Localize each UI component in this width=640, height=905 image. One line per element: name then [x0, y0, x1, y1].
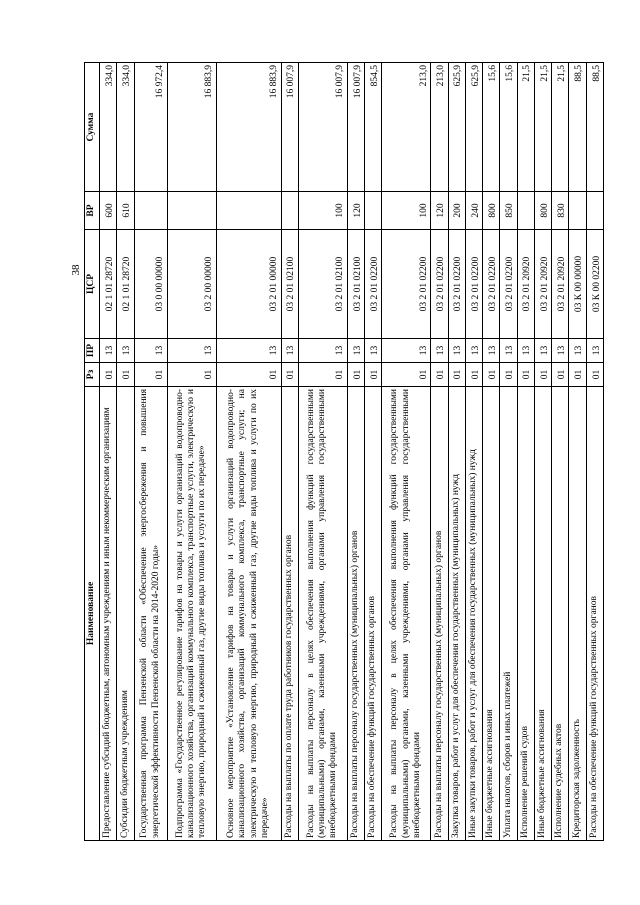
- cell-name: Уплата налогов, сборов и иных платежей: [500, 387, 517, 841]
- cell-pr: 13: [281, 339, 298, 363]
- table-row: [167, 63, 216, 841]
- header-csr: ЦСР: [85, 230, 100, 339]
- cell-rz: 01: [100, 363, 117, 387]
- cell-csr: 03 2 00 00000: [167, 230, 216, 339]
- cell-vr: [167, 192, 216, 230]
- cell-pr: 13: [298, 339, 347, 363]
- cell-rz: 01: [365, 363, 382, 387]
- cell-name: Основное мероприятие «Установление тарифов на товары и услуги организаций водопроводно-канализационного хозяйства, организаций коммунального комплекса, транспортные услуги; на электрическую и тепловую энергию, природный и сжиженный газ, другие виды топлива и услуги по их передаче»: [216, 387, 281, 841]
- table-row: [465, 63, 482, 841]
- cell-pr: 13: [448, 339, 465, 363]
- cell-pr: 13: [500, 339, 517, 363]
- cell-rz: 01: [448, 363, 465, 387]
- cell-sum: 213,0: [431, 63, 448, 192]
- cell-rz: 01: [569, 363, 586, 387]
- cell-pr: 13: [586, 339, 604, 363]
- cell-rz: 01: [298, 363, 347, 387]
- header-rz: Рз: [85, 363, 100, 387]
- cell-sum: 88,5: [569, 63, 586, 192]
- table-row: [517, 63, 534, 841]
- cell-csr: 03 2 01 00000: [216, 230, 281, 339]
- cell-csr: 03 2 01 02200: [465, 230, 482, 339]
- cell-pr: 13: [534, 339, 551, 363]
- cell-csr: 02 1 01 28720: [100, 230, 117, 339]
- cell-csr: 03 2 01 20920: [517, 230, 534, 339]
- cell-name: Кредиторская задолженность: [569, 387, 586, 841]
- table-row: [347, 63, 364, 841]
- cell-rz: 01: [117, 363, 134, 387]
- cell-vr: [569, 192, 586, 230]
- cell-vr: 850: [500, 192, 517, 230]
- table-row: [365, 63, 382, 841]
- cell-csr: 03 К 00 02200: [586, 230, 604, 339]
- cell-csr: 03 2 01 02100: [281, 230, 298, 339]
- cell-pr: 13: [117, 339, 134, 363]
- cell-sum: 213,0: [382, 63, 431, 192]
- cell-name: Закупка товаров, работ и услуг для обеспечения государственных (муниципальных) нужд: [448, 387, 465, 841]
- cell-vr: 610: [117, 192, 134, 230]
- cell-rz: 01: [500, 363, 517, 387]
- cell-sum: 625,9: [465, 63, 482, 192]
- cell-csr: 03 2 01 02100: [298, 230, 347, 339]
- table-row: [448, 63, 465, 841]
- table-row: [100, 63, 117, 841]
- cell-sum: 625,9: [448, 63, 465, 192]
- cell-vr: [365, 192, 382, 230]
- header-pr: ПР: [85, 339, 100, 363]
- cell-sum: 88,5: [586, 63, 604, 192]
- table-row: [281, 63, 298, 841]
- cell-sum: 16 007,9: [298, 63, 347, 192]
- cell-vr: 600: [100, 192, 117, 230]
- cell-rz: 01: [483, 363, 500, 387]
- cell-name: Государственная программа Пензенской области «Обеспечение энергосбережения и повышения энергетической эффективности Пензенской области на 2014-2020 годы»: [134, 387, 167, 841]
- table-body: [100, 63, 604, 841]
- table-row: [586, 63, 604, 841]
- cell-rz: 01: [347, 363, 364, 387]
- table-row: [552, 63, 569, 841]
- table-row: [483, 63, 500, 841]
- cell-vr: [134, 192, 167, 230]
- cell-sum: 21,5: [552, 63, 569, 192]
- cell-rz: 01: [465, 363, 482, 387]
- cell-csr: 03 К 00 00000: [569, 230, 586, 339]
- cell-csr: 03 2 01 02200: [365, 230, 382, 339]
- cell-vr: 830: [552, 192, 569, 230]
- cell-rz: 01: [216, 363, 281, 387]
- cell-vr: [517, 192, 534, 230]
- header-sum: Сумма: [85, 63, 100, 192]
- cell-pr: 13: [365, 339, 382, 363]
- cell-sum: 16 007,9: [281, 63, 298, 192]
- budget-table-wrapper: [84, 63, 604, 841]
- cell-name: Иные бюджетные ассигнования: [483, 387, 500, 841]
- cell-pr: 13: [465, 339, 482, 363]
- cell-name: Расходы на выплаты персоналу в целях обеспечения выполнения функций государственными (муниципальными) органами, казенными учреждениями, органами управления государственными внебюджетными фондами: [298, 387, 347, 841]
- budget-table: [84, 62, 604, 841]
- cell-pr: 13: [382, 339, 431, 363]
- cell-rz: 01: [167, 363, 216, 387]
- cell-vr: [586, 192, 604, 230]
- header-vr: ВР: [85, 192, 100, 230]
- cell-csr: 03 2 01 02200: [483, 230, 500, 339]
- table-row: [500, 63, 517, 841]
- cell-pr: 13: [431, 339, 448, 363]
- cell-name: Расходы на выплаты персоналу государственных (муниципальных) органов: [347, 387, 364, 841]
- cell-csr: 03 0 00 00000: [134, 230, 167, 339]
- cell-pr: 13: [347, 339, 364, 363]
- cell-vr: 800: [483, 192, 500, 230]
- cell-vr: 200: [448, 192, 465, 230]
- cell-name: Иные бюджетные ассигнования: [534, 387, 551, 841]
- table-row: [382, 63, 431, 841]
- cell-rz: 01: [382, 363, 431, 387]
- cell-csr: 03 2 01 20920: [552, 230, 569, 339]
- cell-sum: 21,5: [534, 63, 551, 192]
- cell-csr: 03 2 01 02200: [500, 230, 517, 339]
- cell-vr: 100: [382, 192, 431, 230]
- cell-name: Расходы на обеспечение функций государственных органов: [586, 387, 604, 841]
- cell-name: Исполнение судебных актов: [552, 387, 569, 841]
- table-row: [117, 63, 134, 841]
- cell-name: Расходы на выплаты персоналу в целях обеспечения выполнения функций государственными (муниципальными) органами, казенными учреждениями, органами управления государственными внебюджетными фондами: [382, 387, 431, 841]
- table-row: [134, 63, 167, 841]
- table-row: [216, 63, 281, 841]
- cell-rz: 01: [431, 363, 448, 387]
- table-row: [298, 63, 347, 841]
- cell-csr: 03 2 01 02200: [431, 230, 448, 339]
- cell-sum: 15,6: [483, 63, 500, 192]
- cell-pr: 13: [100, 339, 117, 363]
- cell-sum: 334,0: [117, 63, 134, 192]
- cell-vr: [281, 192, 298, 230]
- cell-rz: 01: [517, 363, 534, 387]
- cell-rz: 01: [134, 363, 167, 387]
- cell-pr: 13: [569, 339, 586, 363]
- cell-pr: 13: [134, 339, 167, 363]
- cell-sum: 16 883,9: [216, 63, 281, 192]
- cell-sum: 16 007,9: [347, 63, 364, 192]
- cell-csr: 03 2 01 02200: [382, 230, 431, 339]
- cell-csr: 03 2 01 02200: [448, 230, 465, 339]
- cell-sum: 854,5: [365, 63, 382, 192]
- page-number: 38: [70, 264, 82, 276]
- cell-pr: 13: [167, 339, 216, 363]
- table-row: [431, 63, 448, 841]
- cell-vr: 120: [347, 192, 364, 230]
- cell-pr: 13: [483, 339, 500, 363]
- cell-name: Расходы на выплаты персоналу государственных (муниципальных) органов: [431, 387, 448, 841]
- cell-name: Расходы на выплаты по оплате труда работников государственных органов: [281, 387, 298, 841]
- cell-vr: 240: [465, 192, 482, 230]
- cell-vr: 100: [298, 192, 347, 230]
- cell-sum: 15,6: [500, 63, 517, 192]
- cell-name: Подпрограмма «Государственное регулирование тарифов на товары и услуги организаций водопроводно-канализационного хозяйства, организаций коммунального комплекса, транспортные услуги, электрическую и тепловую энергию, природный и сжиженный газ, другие виды топлива и услуги по их передаче»: [167, 387, 216, 841]
- cell-rz: 01: [281, 363, 298, 387]
- header-name: Наименование: [85, 387, 100, 841]
- cell-rz: 01: [534, 363, 551, 387]
- cell-name: Иные закупки товаров, работ и услуг для обеспечения государственных (муниципальных) нужд: [465, 387, 482, 841]
- table-row: [569, 63, 586, 841]
- cell-csr: 03 2 01 20920: [534, 230, 551, 339]
- cell-name: Субсидии бюджетным учреждениям: [117, 387, 134, 841]
- cell-sum: 334,0: [100, 63, 117, 192]
- cell-pr: 13: [216, 339, 281, 363]
- cell-pr: 13: [552, 339, 569, 363]
- cell-name: Исполнение решений судов: [517, 387, 534, 841]
- cell-vr: 120: [431, 192, 448, 230]
- cell-vr: [216, 192, 281, 230]
- cell-rz: 01: [552, 363, 569, 387]
- table-header-row: [85, 63, 100, 841]
- cell-vr: 800: [534, 192, 551, 230]
- cell-name: Предоставление субсидий бюджетным, автономным учреждениям и иным некоммерческим организациям: [100, 387, 117, 841]
- cell-sum: 16 883,9: [167, 63, 216, 192]
- cell-sum: 21,5: [517, 63, 534, 192]
- table-row: [534, 63, 551, 841]
- cell-pr: 13: [517, 339, 534, 363]
- cell-sum: 16 972,4: [134, 63, 167, 192]
- cell-rz: 01: [586, 363, 604, 387]
- cell-csr: 02 1 01 28720: [117, 230, 134, 339]
- cell-csr: 03 2 01 02100: [347, 230, 364, 339]
- cell-name: Расходы на обеспечение функций государственных органов: [365, 387, 382, 841]
